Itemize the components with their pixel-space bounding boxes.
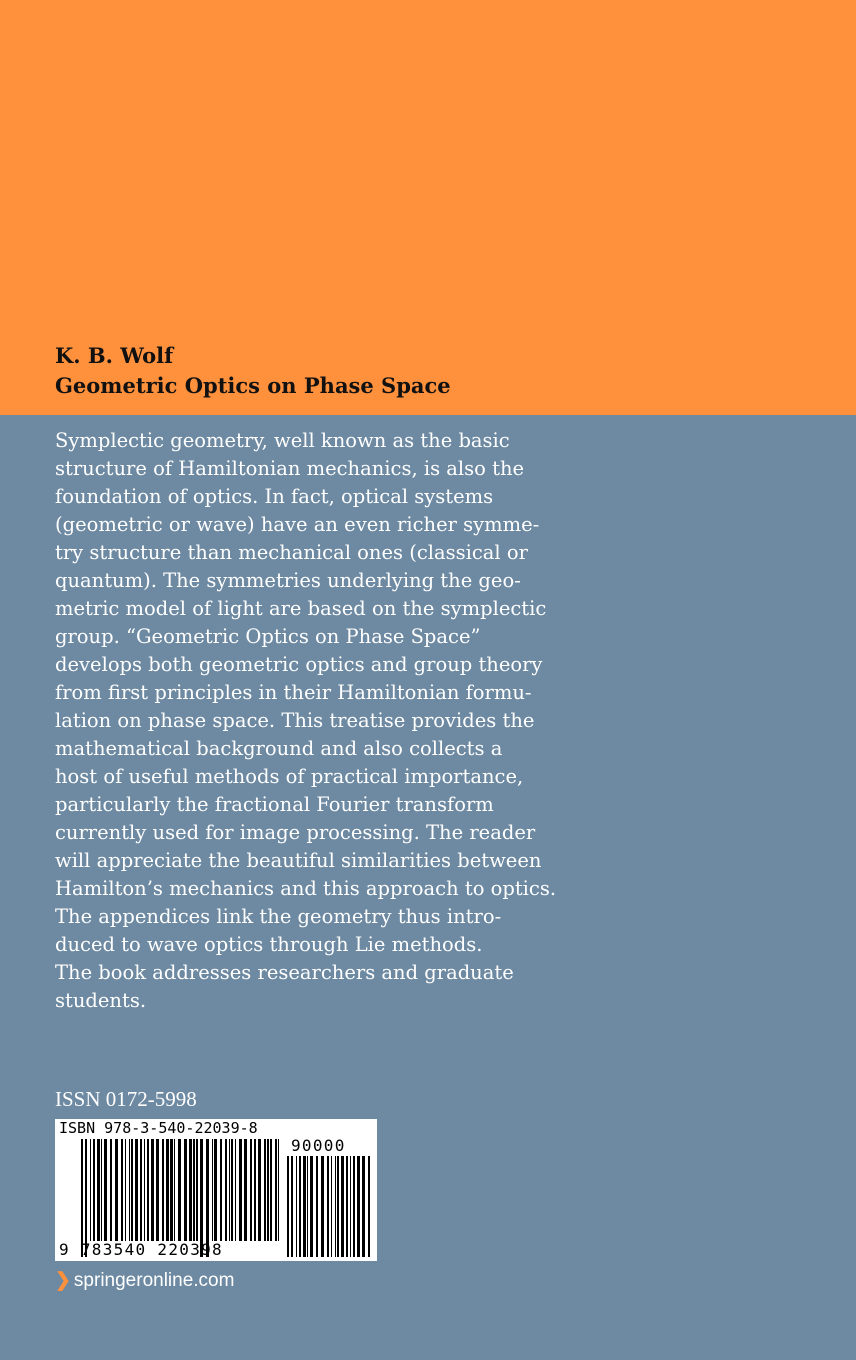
barcode-bar [144,1139,145,1241]
isbn-label: ISBN 978-3-540-22039-8 [59,1119,258,1137]
publisher-website-link[interactable] [55,1269,234,1292]
barcode-bar [231,1139,233,1241]
barcode-bar [264,1139,266,1241]
barcode-bar [131,1139,133,1241]
barcode-bar [270,1139,272,1241]
barcode-bar [129,1139,130,1241]
barcode-bar [254,1139,256,1241]
barcode-bar [275,1139,277,1241]
blurb-line: structure of Hamiltonian mechanics, is also the [55,457,525,480]
barcode-bar [156,1139,159,1241]
website-url: springeronline.com [73,1270,235,1291]
barcode-bar [90,1139,91,1241]
blurb-line: develops both geometric optics and group theory [55,653,543,676]
barcode-bar [353,1156,355,1257]
barcode-bar [93,1139,95,1241]
issn-number: ISSN 0172-5998 [55,1087,197,1111]
barcode-bar [291,1156,293,1257]
barcode-bar [170,1139,173,1241]
barcode-bar [357,1156,360,1257]
blurb-text [55,427,595,1015]
blurb-line: group. “Geometric Optics on Phase Space” [55,625,481,648]
barcode-bar [162,1139,164,1241]
barcode-bar [296,1156,297,1257]
blurb-line: particularly the fractional Fourier transform [55,793,494,816]
barcode-bar [235,1139,236,1241]
blurb-line: from first principles in their Hamiltonian formu- [55,681,532,704]
barcode-bar [321,1156,324,1257]
barcode-bar [278,1139,279,1241]
barcode-bar [258,1139,261,1241]
barcode-bar [244,1139,247,1241]
barcode-bar [303,1156,306,1257]
barcode-bar [287,1156,289,1257]
barcode-bar [174,1139,175,1241]
blurb-line: The book addresses researchers and graduate [55,961,514,984]
barcode-bar [193,1139,195,1241]
blurb-line: The appendices link the geometry thus intro- [55,905,502,928]
barcode-bar [335,1156,336,1257]
barcode-bar [346,1156,348,1257]
barcode-bar [362,1156,365,1257]
barcode-bar [220,1139,222,1241]
blurb-line: quantum). The symmetries underlying the geo- [55,569,521,592]
barcode-bar [97,1139,100,1241]
blurb-line: students. [55,989,147,1012]
barcode-bar [104,1139,107,1241]
blurb-line: duced to wave optics through Lie methods. [55,933,483,956]
barcode-bar [267,1139,269,1241]
barcode-bar [140,1139,142,1241]
barcode-bar [229,1139,230,1241]
barcode-bar [110,1139,112,1241]
barcode-bar [337,1156,339,1257]
barcode-bar [212,1139,213,1241]
blurb-line: Symplectic geometry, well known as the basic [55,429,510,452]
blurb-line: Hamilton’s mechanics and this approach to optics. [55,877,557,900]
chevron-right-icon: ❯ [55,1270,71,1291]
barcode-bar [316,1156,318,1257]
ean-digits: 9 783540 220398 [59,1240,223,1259]
addon-digits: 90000 [291,1136,346,1155]
barcode-bar [166,1139,169,1241]
barcode-bar [189,1139,192,1241]
barcode-bar [121,1139,123,1241]
barcode-bar [225,1139,227,1241]
barcode-bar [341,1156,344,1257]
barcode-bar [151,1139,154,1241]
book-title: Geometric Optics on Phase Space [55,373,451,398]
barcode-bar [178,1139,181,1241]
barcode-bar [310,1156,313,1257]
blurb-line: lation on phase space. This treatise provides the [55,709,535,732]
barcode-bar [239,1139,242,1241]
addon-barcode-bars [287,1156,373,1257]
barcode-bar [307,1156,308,1257]
blurb-line: will appreciate the beautiful similarities between [55,849,542,872]
barcode-icon [55,1119,377,1261]
barcode-bar [327,1156,329,1257]
barcode-bar [250,1139,252,1241]
barcode-bar [299,1156,301,1257]
blurb-line: currently used for image processing. The reader [55,821,536,844]
blurb-line: (geometric or wave) have an even richer symme- [55,513,540,536]
barcode-bar [115,1139,118,1241]
blurb-line: mathematical background and also collects a [55,737,503,760]
barcode-bar [350,1156,351,1257]
barcode-bar [214,1139,217,1241]
barcode-bar [135,1139,138,1241]
barcode-bar [101,1139,102,1241]
blurb-line: try structure than mechanical ones (classical or [55,541,528,564]
barcode-bar [368,1156,370,1257]
barcode-bar [196,1139,198,1241]
blurb-line: foundation of optics. In fact, optical systems [55,485,494,508]
barcode-bar [331,1156,332,1257]
author-name: K. B. Wolf [55,343,174,368]
barcode-bar [125,1139,126,1241]
barcode-bar [147,1139,149,1241]
blurb-line: host of useful methods of practical importance, [55,765,524,788]
blurb-line: metric model of light are based on the symplectic [55,597,547,620]
barcode-bar [184,1139,187,1241]
